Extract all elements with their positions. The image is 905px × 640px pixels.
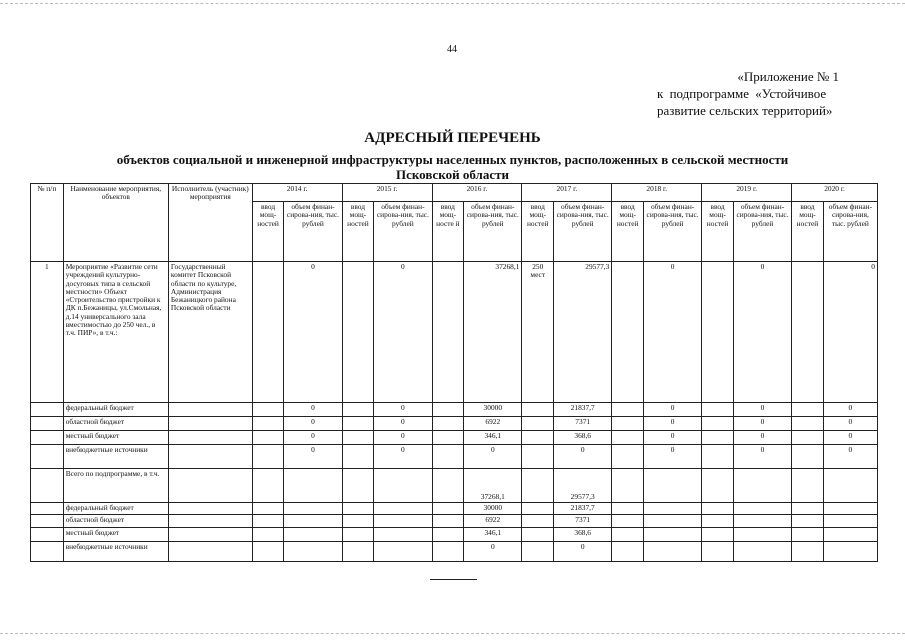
header-financing: объем финан-сирова-ния, тыс. рублей xyxy=(643,202,701,262)
cell-financing xyxy=(823,503,877,515)
cell-financing xyxy=(733,503,791,515)
cell-financing: 0 xyxy=(823,417,877,431)
cell-capacity xyxy=(702,469,734,503)
cell-capacity xyxy=(702,515,734,528)
header-executor: Исполнитель (участник) мероприятия xyxy=(168,184,252,262)
cell-financing xyxy=(733,469,791,503)
cell-financing xyxy=(284,542,342,562)
table-row xyxy=(31,542,878,562)
cell-financing: 0 xyxy=(823,445,877,469)
cell-capacity xyxy=(252,542,284,562)
cell-financing: 0 xyxy=(643,417,701,431)
cell-financing xyxy=(643,469,701,503)
cell-capacity xyxy=(612,403,644,417)
cell-capacity xyxy=(252,417,284,431)
table-row xyxy=(31,515,878,528)
cell-financing: 21837,7 xyxy=(554,503,612,515)
header-capacity: ввод мощ-ностей xyxy=(342,202,374,262)
cell-capacity xyxy=(792,445,824,469)
table-row xyxy=(31,431,878,445)
row-name: внебюджетные источники xyxy=(63,542,168,562)
cell-financing: 0 xyxy=(464,445,522,469)
cell-capacity xyxy=(702,431,734,445)
cell-capacity xyxy=(702,403,734,417)
row-executor xyxy=(168,403,252,417)
header-year: 2018 г. xyxy=(612,184,702,202)
header-name: Наименование мероприятия, объектов xyxy=(63,184,168,262)
cell-capacity xyxy=(342,515,374,528)
header-year: 2014 г. xyxy=(252,184,342,202)
cell-financing: 0 xyxy=(284,445,342,469)
header-financing: объем финан-сирова-ния, тыс. рублей xyxy=(733,202,791,262)
cell-capacity xyxy=(342,431,374,445)
cell-capacity xyxy=(702,417,734,431)
appendix-line-3: развитие сельских территорий» xyxy=(657,103,833,118)
cell-financing: 0 xyxy=(733,417,791,431)
cell-financing: 0 xyxy=(554,445,612,469)
row-name: внебюджетные источники xyxy=(63,445,168,469)
header-row-years xyxy=(31,184,878,202)
row-executor xyxy=(168,542,252,562)
cell-financing: 37268,1 xyxy=(464,469,522,503)
cell-capacity xyxy=(252,469,284,503)
cell-financing: 0 xyxy=(823,431,877,445)
cell-capacity xyxy=(252,528,284,542)
cell-financing: 0 xyxy=(374,403,432,417)
cell-capacity xyxy=(252,431,284,445)
cell-financing: 0 xyxy=(284,403,342,417)
cell-financing: 0 xyxy=(733,445,791,469)
cell-financing: 346,1 xyxy=(464,431,522,445)
cell-capacity xyxy=(792,515,824,528)
row-number xyxy=(31,503,64,515)
cell-capacity xyxy=(792,542,824,562)
row-executor xyxy=(168,469,252,503)
cell-capacity xyxy=(342,445,374,469)
cell-financing: 0 xyxy=(643,403,701,417)
cell-financing: 0 xyxy=(284,262,342,403)
cell-financing xyxy=(643,503,701,515)
page-number: 44 xyxy=(447,44,457,55)
cell-financing: 30000 xyxy=(464,403,522,417)
cell-financing xyxy=(733,528,791,542)
header-financing: объем финан-сирова-ния, тыс. рублей xyxy=(374,202,432,262)
cell-capacity xyxy=(702,503,734,515)
cell-financing xyxy=(374,503,432,515)
cell-capacity xyxy=(702,542,734,562)
table-row xyxy=(31,445,878,469)
cell-capacity xyxy=(792,262,824,403)
cell-capacity xyxy=(702,528,734,542)
row-number xyxy=(31,469,64,503)
table-row xyxy=(31,528,878,542)
cell-capacity xyxy=(612,515,644,528)
table-row-main xyxy=(31,262,878,403)
cell-capacity xyxy=(522,515,554,528)
appendix-header xyxy=(657,68,867,119)
cell-financing xyxy=(823,528,877,542)
header-financing: объем финан-сирова-ния, тыс. рублей xyxy=(823,202,877,262)
cell-financing: 0 xyxy=(823,403,877,417)
cell-capacity xyxy=(252,515,284,528)
cell-capacity xyxy=(522,528,554,542)
header-number: № п/п xyxy=(31,184,64,262)
bottom-rule xyxy=(430,579,477,580)
cell-financing: 0 xyxy=(733,431,791,445)
cell-financing xyxy=(374,542,432,562)
cell-capacity xyxy=(522,469,554,503)
cell-capacity xyxy=(252,445,284,469)
subtitle-line-2: Псковской области xyxy=(395,167,509,182)
cell-capacity xyxy=(342,503,374,515)
row-number xyxy=(31,445,64,469)
row-name: Всего по подпрограмме, в т.ч. xyxy=(63,469,168,503)
row-executor xyxy=(168,445,252,469)
cell-capacity xyxy=(342,528,374,542)
row-name: федеральный бюджет xyxy=(63,503,168,515)
cell-financing: 0 xyxy=(284,417,342,431)
cell-capacity xyxy=(612,469,644,503)
cell-capacity xyxy=(612,262,644,403)
header-capacity: ввод мощ-ностей xyxy=(252,202,284,262)
header-financing: объем финан-сирова-ния, тыс. рублей xyxy=(554,202,612,262)
cell-financing xyxy=(643,528,701,542)
row-name: федеральный бюджет xyxy=(63,403,168,417)
cell-financing xyxy=(374,469,432,503)
cell-capacity: 250 мест xyxy=(522,262,554,403)
cell-financing: 30000 xyxy=(464,503,522,515)
cell-capacity xyxy=(522,542,554,562)
header-capacity: ввод мощ-ностей xyxy=(522,202,554,262)
cell-financing: 0 xyxy=(643,445,701,469)
header-year: 2020 г. xyxy=(792,184,878,202)
cell-financing: 37268,1 xyxy=(464,262,522,403)
row-number xyxy=(31,542,64,562)
row-executor xyxy=(168,515,252,528)
cell-capacity xyxy=(522,445,554,469)
cell-financing xyxy=(643,542,701,562)
header-financing: объем финан-сирова-ния, тыс. рублей xyxy=(284,202,342,262)
row-executor xyxy=(168,431,252,445)
cell-financing: 7371 xyxy=(554,417,612,431)
row-executor xyxy=(168,417,252,431)
row-executor: Государственный комитет Псковской области по культуре, Администрация Бежаницкого района Псковской области xyxy=(168,262,252,403)
cell-capacity xyxy=(432,262,464,403)
subtitle-line-1: объектов социальной и инженерной инфраструктуры населенных пунктов, расположенных в сельской местности xyxy=(116,152,789,167)
appendix-line-1: «Приложение № 1 xyxy=(737,69,839,84)
cell-capacity xyxy=(252,262,284,403)
table-row xyxy=(31,469,878,503)
table-row xyxy=(31,417,878,431)
cell-capacity xyxy=(432,528,464,542)
cell-financing xyxy=(374,528,432,542)
cell-capacity xyxy=(792,417,824,431)
document-title: АДРЕСНЫЙ ПЕРЕЧЕНЬ xyxy=(364,130,541,146)
cell-financing: 21837,7 xyxy=(554,403,612,417)
cell-capacity xyxy=(792,431,824,445)
cell-financing: 0 xyxy=(554,542,612,562)
cell-capacity xyxy=(522,417,554,431)
cell-capacity xyxy=(612,542,644,562)
cell-capacity xyxy=(792,503,824,515)
row-number xyxy=(31,403,64,417)
row-executor xyxy=(168,503,252,515)
cell-financing: 7371 xyxy=(554,515,612,528)
cell-capacity xyxy=(342,403,374,417)
header-year: 2019 г. xyxy=(702,184,792,202)
cell-capacity xyxy=(432,503,464,515)
cell-financing: 29577,3 xyxy=(554,469,612,503)
cell-financing: 0 xyxy=(374,445,432,469)
cell-financing: 368,6 xyxy=(554,528,612,542)
cell-capacity xyxy=(432,417,464,431)
row-executor xyxy=(168,528,252,542)
cell-capacity xyxy=(792,469,824,503)
cell-capacity xyxy=(432,403,464,417)
table-row xyxy=(31,403,878,417)
header-capacity: ввод мощ-ностей xyxy=(612,202,644,262)
row-number xyxy=(31,528,64,542)
cell-capacity xyxy=(342,417,374,431)
cell-capacity xyxy=(522,431,554,445)
cell-capacity xyxy=(612,417,644,431)
cell-financing xyxy=(733,515,791,528)
address-list-table xyxy=(30,183,878,562)
document-subtitle xyxy=(0,152,905,182)
header-year: 2017 г. xyxy=(522,184,612,202)
cell-financing: 0 xyxy=(823,262,877,403)
cell-financing: 0 xyxy=(733,262,791,403)
cell-capacity xyxy=(612,528,644,542)
scan-edge-top xyxy=(0,3,905,4)
cell-financing xyxy=(733,542,791,562)
cell-capacity xyxy=(612,503,644,515)
cell-capacity xyxy=(432,469,464,503)
cell-financing xyxy=(374,515,432,528)
row-name: местный бюджет xyxy=(63,528,168,542)
cell-financing xyxy=(284,515,342,528)
row-number xyxy=(31,431,64,445)
cell-financing xyxy=(643,515,701,528)
cell-financing: 0 xyxy=(643,431,701,445)
row-name: местный бюджет xyxy=(63,431,168,445)
row-name: областной бюджет xyxy=(63,417,168,431)
cell-financing xyxy=(284,528,342,542)
row-number xyxy=(31,417,64,431)
header-capacity: ввод мощ-носте й xyxy=(432,202,464,262)
appendix-line-2: к подпрограмме «Устойчивое xyxy=(657,86,827,101)
header-capacity: ввод мощ-ностей xyxy=(792,202,824,262)
cell-financing: 368,6 xyxy=(554,431,612,445)
cell-financing: 0 xyxy=(733,403,791,417)
cell-capacity xyxy=(252,503,284,515)
cell-capacity xyxy=(252,403,284,417)
row-number xyxy=(31,515,64,528)
cell-capacity xyxy=(612,445,644,469)
header-capacity: ввод мощ-ностей xyxy=(702,202,734,262)
cell-financing xyxy=(823,542,877,562)
cell-capacity xyxy=(702,262,734,403)
cell-financing: 0 xyxy=(374,417,432,431)
cell-capacity xyxy=(792,403,824,417)
cell-financing: 0 xyxy=(464,542,522,562)
cell-capacity xyxy=(342,469,374,503)
table-row xyxy=(31,503,878,515)
cell-capacity xyxy=(342,542,374,562)
scan-edge-bottom xyxy=(0,633,905,634)
header-financing: объем финан-сирова-ния, тыс. рублей xyxy=(464,202,522,262)
cell-financing: 6922 xyxy=(464,515,522,528)
cell-financing: 346,1 xyxy=(464,528,522,542)
cell-financing xyxy=(823,515,877,528)
header-year: 2015 г. xyxy=(342,184,432,202)
header-year: 2016 г. xyxy=(432,184,522,202)
cell-capacity xyxy=(432,515,464,528)
cell-financing: 0 xyxy=(374,431,432,445)
cell-capacity xyxy=(432,445,464,469)
row-name: областной бюджет xyxy=(63,515,168,528)
cell-capacity xyxy=(432,542,464,562)
cell-financing: 6922 xyxy=(464,417,522,431)
cell-capacity xyxy=(792,528,824,542)
cell-capacity xyxy=(702,445,734,469)
cell-financing: 0 xyxy=(643,262,701,403)
cell-financing: 0 xyxy=(284,431,342,445)
cell-capacity xyxy=(522,403,554,417)
row-number: 1 xyxy=(31,262,64,403)
cell-capacity xyxy=(432,431,464,445)
cell-financing: 0 xyxy=(374,262,432,403)
cell-capacity xyxy=(342,262,374,403)
cell-financing xyxy=(284,503,342,515)
cell-capacity xyxy=(612,431,644,445)
cell-financing xyxy=(823,469,877,503)
cell-financing xyxy=(284,469,342,503)
row-name: Мероприятие «Развитие сети учреждений культурно-досуговых типа в сельской местности» Объект «Строительство пристройки к ДК п.Бежаницы, ул.Смольная, д.14 универсального зала вместимостью до 250 чел., в т.ч. ПИР», в т.ч.: xyxy=(63,262,168,403)
cell-capacity xyxy=(522,503,554,515)
cell-financing: 29577,3 xyxy=(554,262,612,403)
